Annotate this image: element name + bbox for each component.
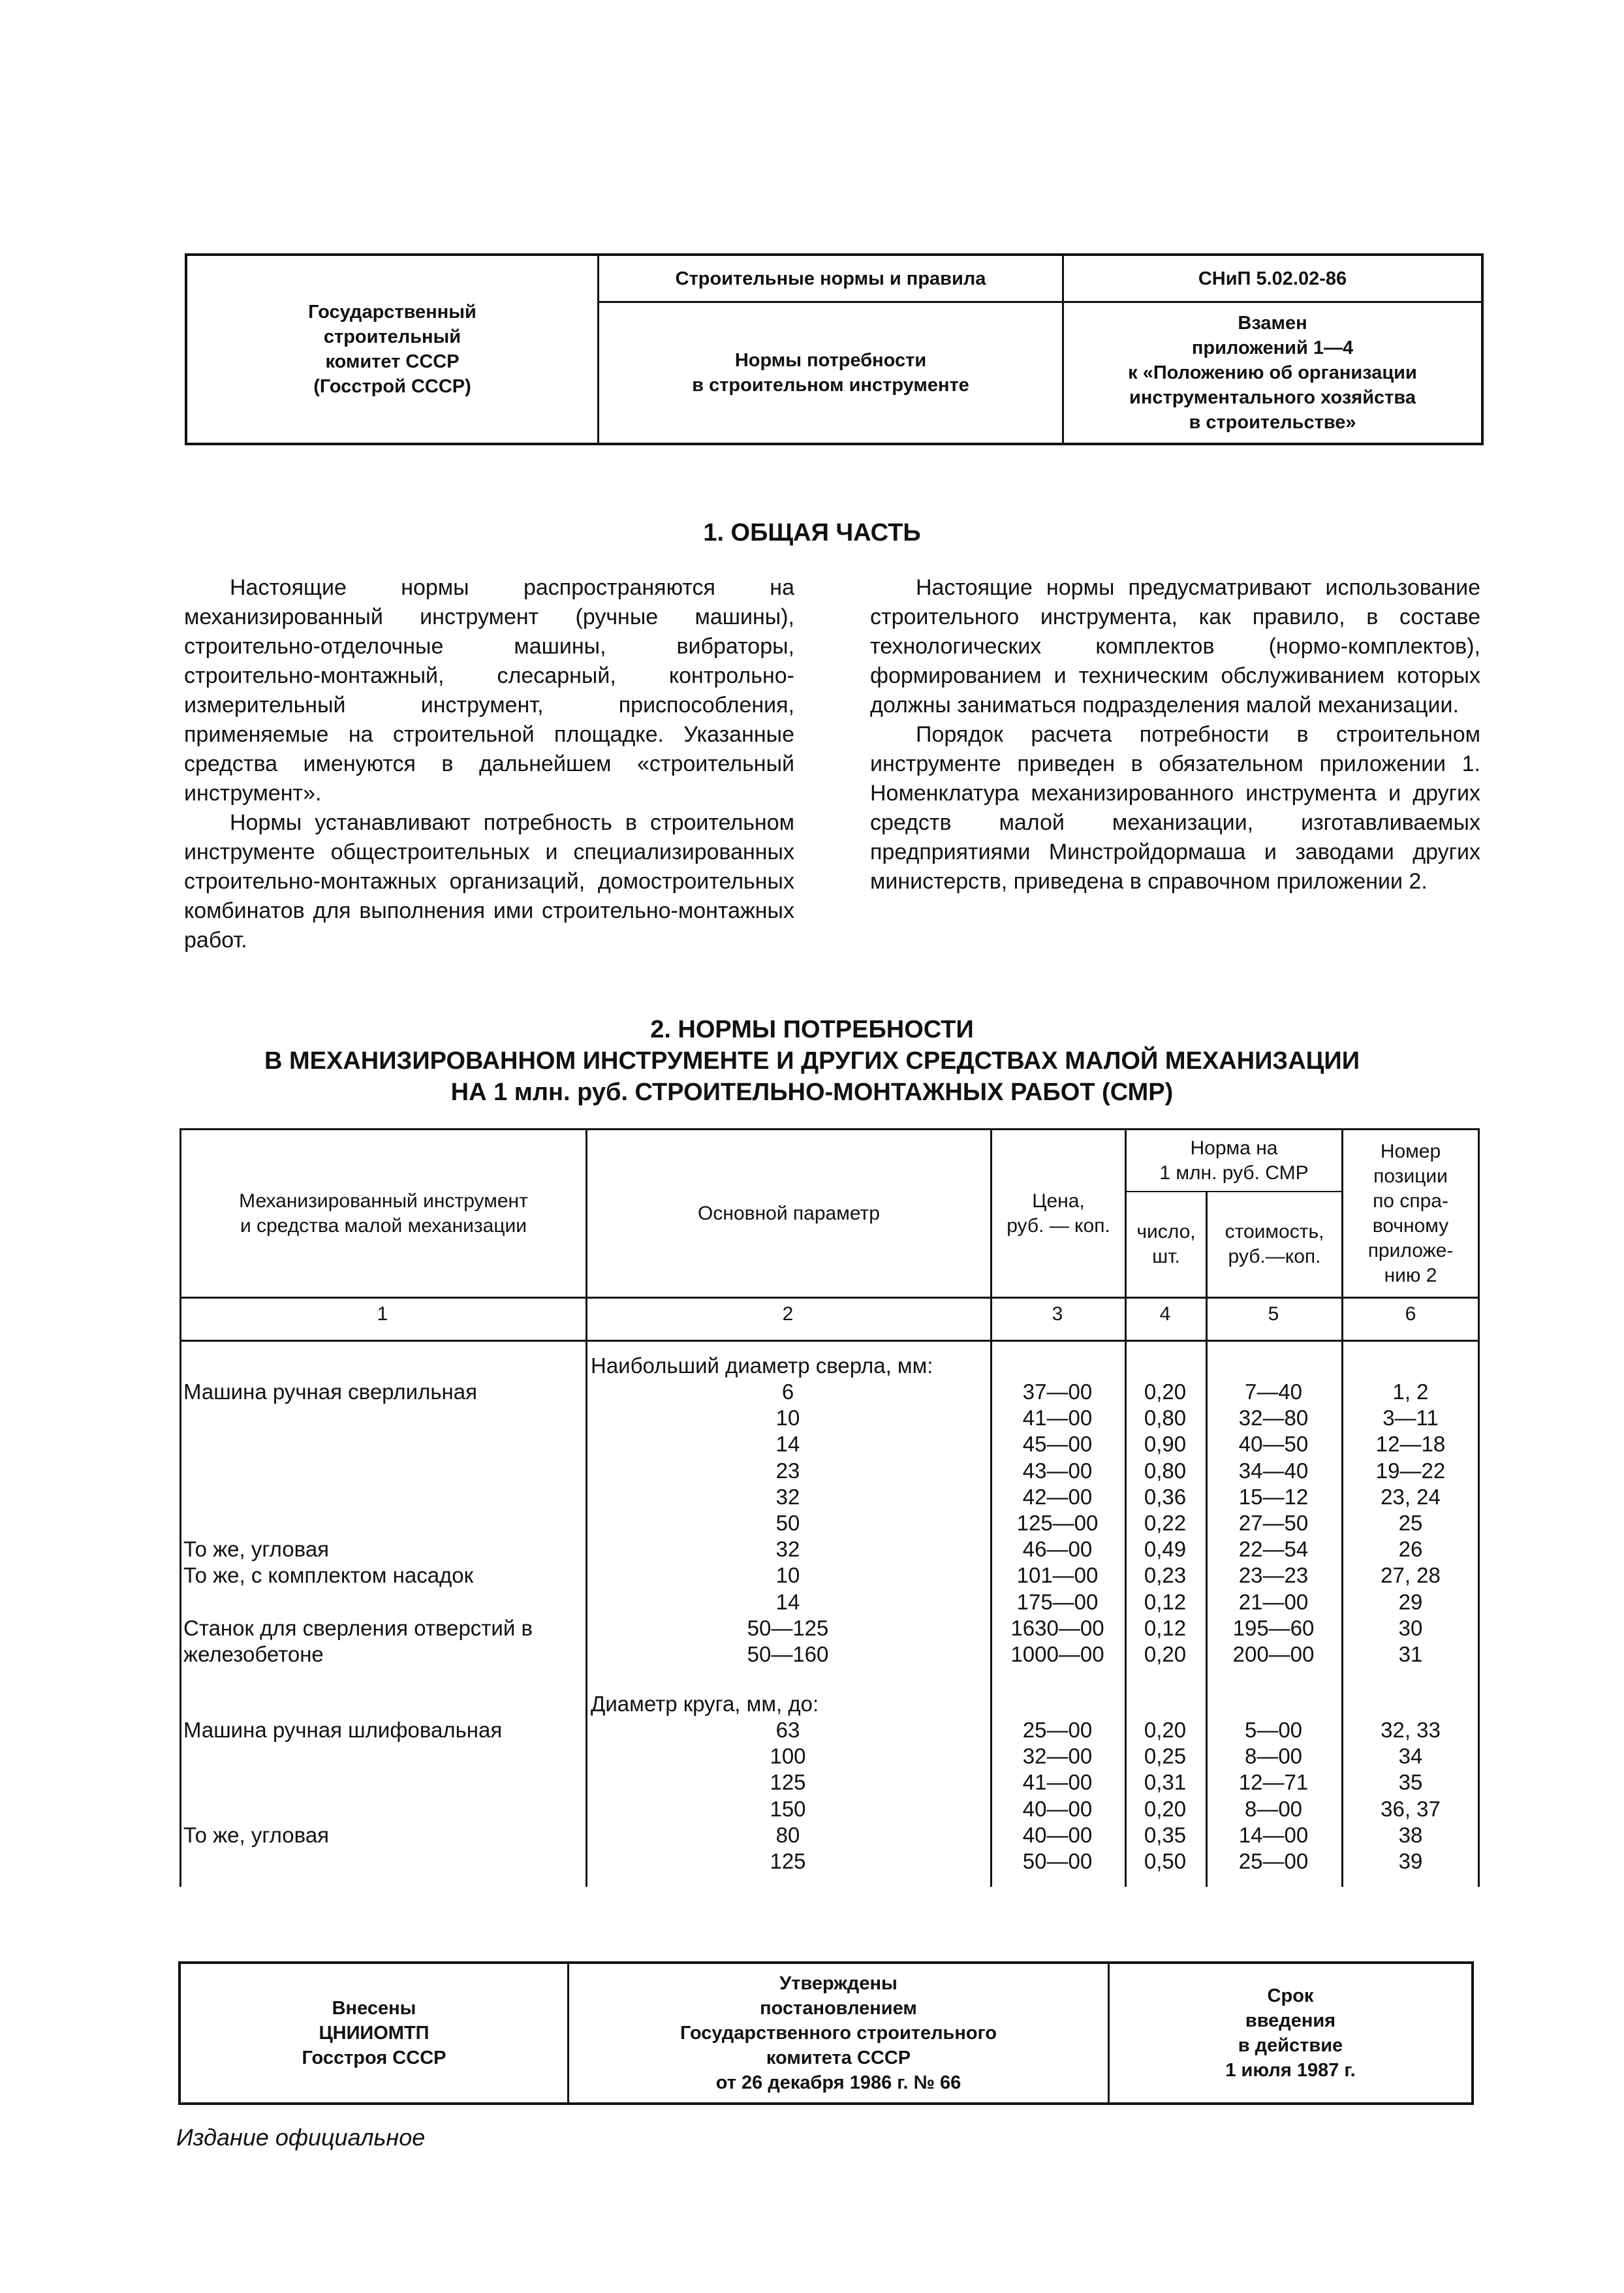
table-cell-cost: 32—80 <box>1238 1406 1309 1431</box>
table-cell-count: 0,50 <box>1144 1849 1187 1873</box>
table-cell-count: 0,90 <box>1144 1432 1187 1457</box>
table-cell-cost: 40—50 <box>1238 1432 1309 1457</box>
table-cell-name: железобетоне <box>183 1642 324 1666</box>
header-price: Цена, руб. — коп. <box>1007 1190 1110 1237</box>
table-cell-param: 32 <box>775 1537 800 1562</box>
table-cell-count: 0,36 <box>1144 1484 1187 1509</box>
table-cell-name: То же, с комплектом насадок <box>183 1563 474 1588</box>
column-number: 2 <box>782 1303 794 1325</box>
table-cell-cost: 22—54 <box>1238 1537 1309 1562</box>
document-header <box>185 253 1484 445</box>
table-cell-price: 43—00 <box>1022 1458 1093 1483</box>
table-cell-pos: 29 <box>1398 1589 1423 1614</box>
group-label: Диаметр круга, мм, до: <box>591 1692 819 1716</box>
column-number: 4 <box>1159 1303 1171 1325</box>
table-cell-pos: 34 <box>1398 1744 1423 1769</box>
table-cell-pos: 23, 24 <box>1381 1484 1441 1509</box>
table-cell-count: 0,80 <box>1144 1458 1187 1483</box>
table-cell-cost: 8—00 <box>1244 1796 1303 1821</box>
table-cell-count: 0,20 <box>1144 1642 1187 1666</box>
table-cell-count: 0,80 <box>1144 1406 1187 1431</box>
row-divider <box>180 1340 1480 1342</box>
table-cell-pos: 35 <box>1398 1770 1423 1795</box>
approval-footer <box>178 1961 1474 2105</box>
table-cell-pos: 32, 33 <box>1381 1718 1441 1742</box>
issuing-organization: Государственный строительный комитет СССР (Госстрой СССР) <box>308 302 476 397</box>
header-position: Номер позиции по спра- вочному приложе- нию 2 <box>1367 1140 1454 1286</box>
table-cell-pos: 27, 28 <box>1381 1563 1441 1588</box>
table-cell-param: 14 <box>775 1432 800 1457</box>
table-cell-count: 0,23 <box>1144 1563 1187 1588</box>
section-1-left-column <box>184 573 794 955</box>
table-cell-param: 50—160 <box>747 1642 829 1666</box>
table-cell-param: 50 <box>775 1511 800 1535</box>
table-cell-pos: 19—22 <box>1375 1458 1446 1483</box>
table-cell-cost: 27—50 <box>1238 1511 1309 1535</box>
table-cell-count: 0,12 <box>1144 1589 1187 1614</box>
section-1-right-column <box>870 573 1480 896</box>
table-cell-price: 40—00 <box>1022 1796 1093 1821</box>
table-cell-price: 32—00 <box>1022 1744 1093 1769</box>
table-cell-count: 0,35 <box>1144 1822 1187 1847</box>
table-cell-price: 40—00 <box>1022 1822 1093 1847</box>
table-cell-name: Машина ручная сверлильная <box>183 1380 477 1404</box>
table-cell-price: 42—00 <box>1022 1484 1093 1509</box>
table-cell-param: 23 <box>775 1458 800 1483</box>
table-cell-cost: 14—00 <box>1238 1822 1309 1847</box>
table-cell-param: 125 <box>770 1849 806 1873</box>
table-cell-price: 50—00 <box>1022 1849 1093 1873</box>
table-cell-param: 80 <box>775 1822 800 1847</box>
norms-table <box>180 1128 1480 1887</box>
table-cell-price: 41—00 <box>1022 1406 1093 1431</box>
column-number: 6 <box>1405 1303 1416 1325</box>
table-cell-cost: 15—12 <box>1238 1484 1309 1509</box>
series-title: Строительные нормы и правила <box>675 268 986 289</box>
section-1-title: 1. ОБЩАЯ ЧАСТЬ <box>703 519 921 546</box>
table-cell-name: Машина ручная шлифовальная <box>183 1718 503 1742</box>
table-cell-pos: 1, 2 <box>1392 1380 1429 1404</box>
table-cell-cost: 21—00 <box>1238 1589 1309 1614</box>
paragraph: Порядок расчета потребности в строительном инструменте приведен в обязательном приложении 1. Номенклатура механизированного инструмента и других средств малой механизации, изготавливаемых предприятиями Минстройдормаша и заводами других министерств, приведена в справочном приложении 2. <box>870 722 1480 894</box>
table-cell-pos: 26 <box>1398 1537 1423 1562</box>
table-cell-count: 0,20 <box>1144 1380 1187 1404</box>
table-cell-price: 25—00 <box>1022 1718 1093 1742</box>
table-cell-price: 101—00 <box>1016 1563 1099 1588</box>
section-2-title: 2. НОРМЫ ПОТРЕБНОСТИ В МЕХАНИЗИРОВАННОМ ИНСТРУМЕНТЕ И ДРУГИХ СРЕДСТВАХ МАЛОЙ МЕХАНИЗАЦИИ НА 1 млн. руб. СТРОИТЕЛЬНО-МОНТАЖНЫХ РАБОТ (СМР) <box>264 1016 1360 1106</box>
table-cell-cost: 5—00 <box>1244 1718 1303 1742</box>
header-parameter: Основной параметр <box>698 1202 880 1224</box>
table-cell-param: 63 <box>775 1718 800 1742</box>
table-cell-cost: 200—00 <box>1232 1642 1315 1666</box>
table-cell-cost: 23—23 <box>1238 1563 1309 1588</box>
table-cell-count: 0,12 <box>1144 1615 1187 1640</box>
table-cell-count: 0,20 <box>1144 1796 1187 1821</box>
table-cell-name: То же, угловая <box>183 1537 330 1562</box>
table-cell-pos: 38 <box>1398 1822 1423 1847</box>
document-code: СНиП 5.02.02-86 <box>1198 268 1347 289</box>
column-number: 1 <box>377 1303 388 1325</box>
header-tool: Механизированный инструмент и средства малой механизации <box>239 1190 528 1237</box>
table-cell-pos: 12—18 <box>1375 1432 1446 1457</box>
table-cell-param: 10 <box>775 1406 800 1431</box>
table-cell-param: 14 <box>775 1589 800 1614</box>
replaces-note: Взамен приложений 1—4 к «Положению об организации инструментального хозяйства в строительстве» <box>1128 313 1417 433</box>
paragraph: Нормы устанавливают потребность в строительном инструменте общестроительных и специализированных строительно-монтажных организаций, домостроительных комбинатов для выполнения ими строительно-монтажных работ. <box>184 810 794 953</box>
table-cell-param: 32 <box>775 1484 800 1509</box>
header-cost: стоимость, руб.—коп. <box>1225 1221 1324 1267</box>
table-cell-param: 125 <box>770 1770 806 1795</box>
header-norm: Норма на 1 млн. руб. СМР <box>1159 1137 1309 1184</box>
table-cell-price: 37—00 <box>1022 1380 1093 1404</box>
table-cell-count: 0,22 <box>1144 1511 1187 1535</box>
table-cell-price: 125—00 <box>1016 1511 1099 1535</box>
document-title: Нормы потребности в строительном инструменте <box>692 350 969 396</box>
table-cell-price: 46—00 <box>1022 1537 1093 1562</box>
column-number: 5 <box>1268 1303 1279 1325</box>
table-cell-param: 150 <box>770 1796 806 1821</box>
table-cell-price: 45—00 <box>1022 1432 1093 1457</box>
table-cell-price: 41—00 <box>1022 1770 1093 1795</box>
table-cell-cost: 7—40 <box>1244 1380 1303 1404</box>
table-cell-count: 0,31 <box>1144 1770 1187 1795</box>
paragraph: Настоящие нормы распространяются на механизированный инструмент (ручные машины), строительно-отделочные машины, вибраторы, строительно-монтажный, слесарный, контрольно-измерительный инструмент, приспособления, применяемые на строительной площадке. Указанные средства именуются в дальнейшем «строительный инструмент». <box>184 575 794 806</box>
table-cell-cost: 34—40 <box>1238 1458 1309 1483</box>
table-cell-pos: 25 <box>1398 1511 1423 1535</box>
table-cell-cost: 8—00 <box>1244 1744 1303 1769</box>
header-count: число, шт. <box>1136 1221 1196 1267</box>
table-cell-pos: 3—11 <box>1382 1406 1439 1431</box>
table-cell-param: 50—125 <box>747 1615 829 1640</box>
table-cell-cost: 195—60 <box>1232 1615 1315 1640</box>
table-cell-price: 1630—00 <box>1010 1615 1104 1640</box>
table-cell-name: Станок для сверления отверстий в <box>183 1615 533 1640</box>
group-label: Наибольший диаметр сверла, мм: <box>591 1353 933 1378</box>
approved-by: Утверждены постановлением Государственного строительного комитета СССР от 26 декабря 1986 г. № 66 <box>679 1973 997 2093</box>
table-cell-pos: 30 <box>1398 1615 1423 1640</box>
table-cell-pos: 31 <box>1398 1642 1423 1666</box>
edition-note: Издание официальное <box>176 2124 426 2151</box>
table-cell-pos: 39 <box>1398 1849 1423 1873</box>
table-cell-pos: 36, 37 <box>1381 1796 1441 1821</box>
table-cell-price: 175—00 <box>1016 1589 1099 1614</box>
column-number: 3 <box>1052 1303 1063 1325</box>
table-cell-count: 0,25 <box>1144 1744 1187 1769</box>
submitted-by: Внесены ЦНИИОМТП Госстроя СССР <box>302 1998 446 2068</box>
table-cell-cost: 25—00 <box>1238 1849 1309 1873</box>
paragraph: Настоящие нормы предусматривают использование строительного инструмента, как правило, в составе технологических комплектов (нормо-комплектов), формированием и техническим обслуживанием которых должны заниматься подразделения малой механизации. <box>870 575 1480 718</box>
table-cell-param: 100 <box>770 1744 806 1769</box>
table-cell-count: 0,20 <box>1144 1718 1187 1742</box>
table-cell-name: То же, угловая <box>183 1822 330 1847</box>
table-cell-param: 10 <box>775 1563 800 1588</box>
table-cell-price: 1000—00 <box>1010 1642 1104 1666</box>
table-cell-param: 6 <box>781 1380 794 1404</box>
table-cell-cost: 12—71 <box>1238 1770 1309 1795</box>
row-divider <box>180 1297 1480 1299</box>
effective-date: Срок введения в действие 1 июля 1987 г. <box>1225 1985 1356 2081</box>
table-cell-count: 0,49 <box>1144 1537 1187 1562</box>
